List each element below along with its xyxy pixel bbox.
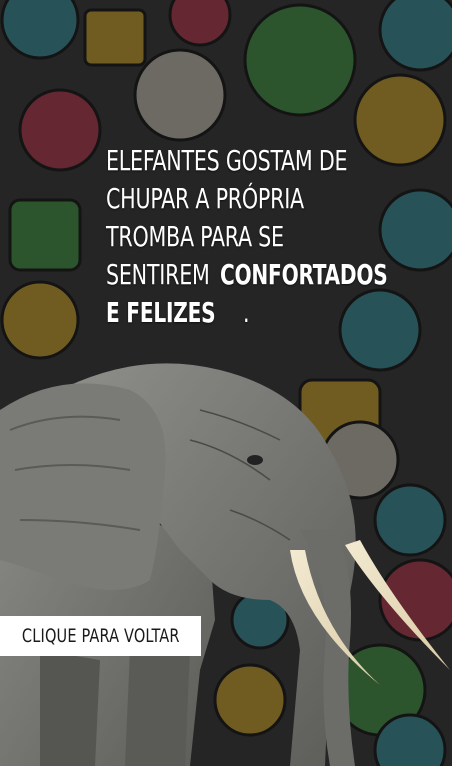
fact-line-4: SENTIREMCONFORTADOS: [106, 256, 406, 294]
fact-emphasis-2: E FELIZES: [106, 296, 216, 329]
elephant-image: [0, 350, 452, 766]
back-button[interactable]: CLIQUE PARA VOLTAR: [0, 616, 201, 656]
fact-line-1: ELEFANTES GOSTAM DE: [106, 144, 348, 177]
fact-line-5: E FELIZES .: [106, 294, 406, 332]
fact-line-3: TROMBA PARA SE: [106, 220, 284, 253]
fact-emphasis-1: CONFORTADOS: [220, 258, 388, 291]
fact-text: [106, 142, 406, 332]
fact-line-2: CHUPAR A PRÓPRIA: [106, 182, 304, 215]
